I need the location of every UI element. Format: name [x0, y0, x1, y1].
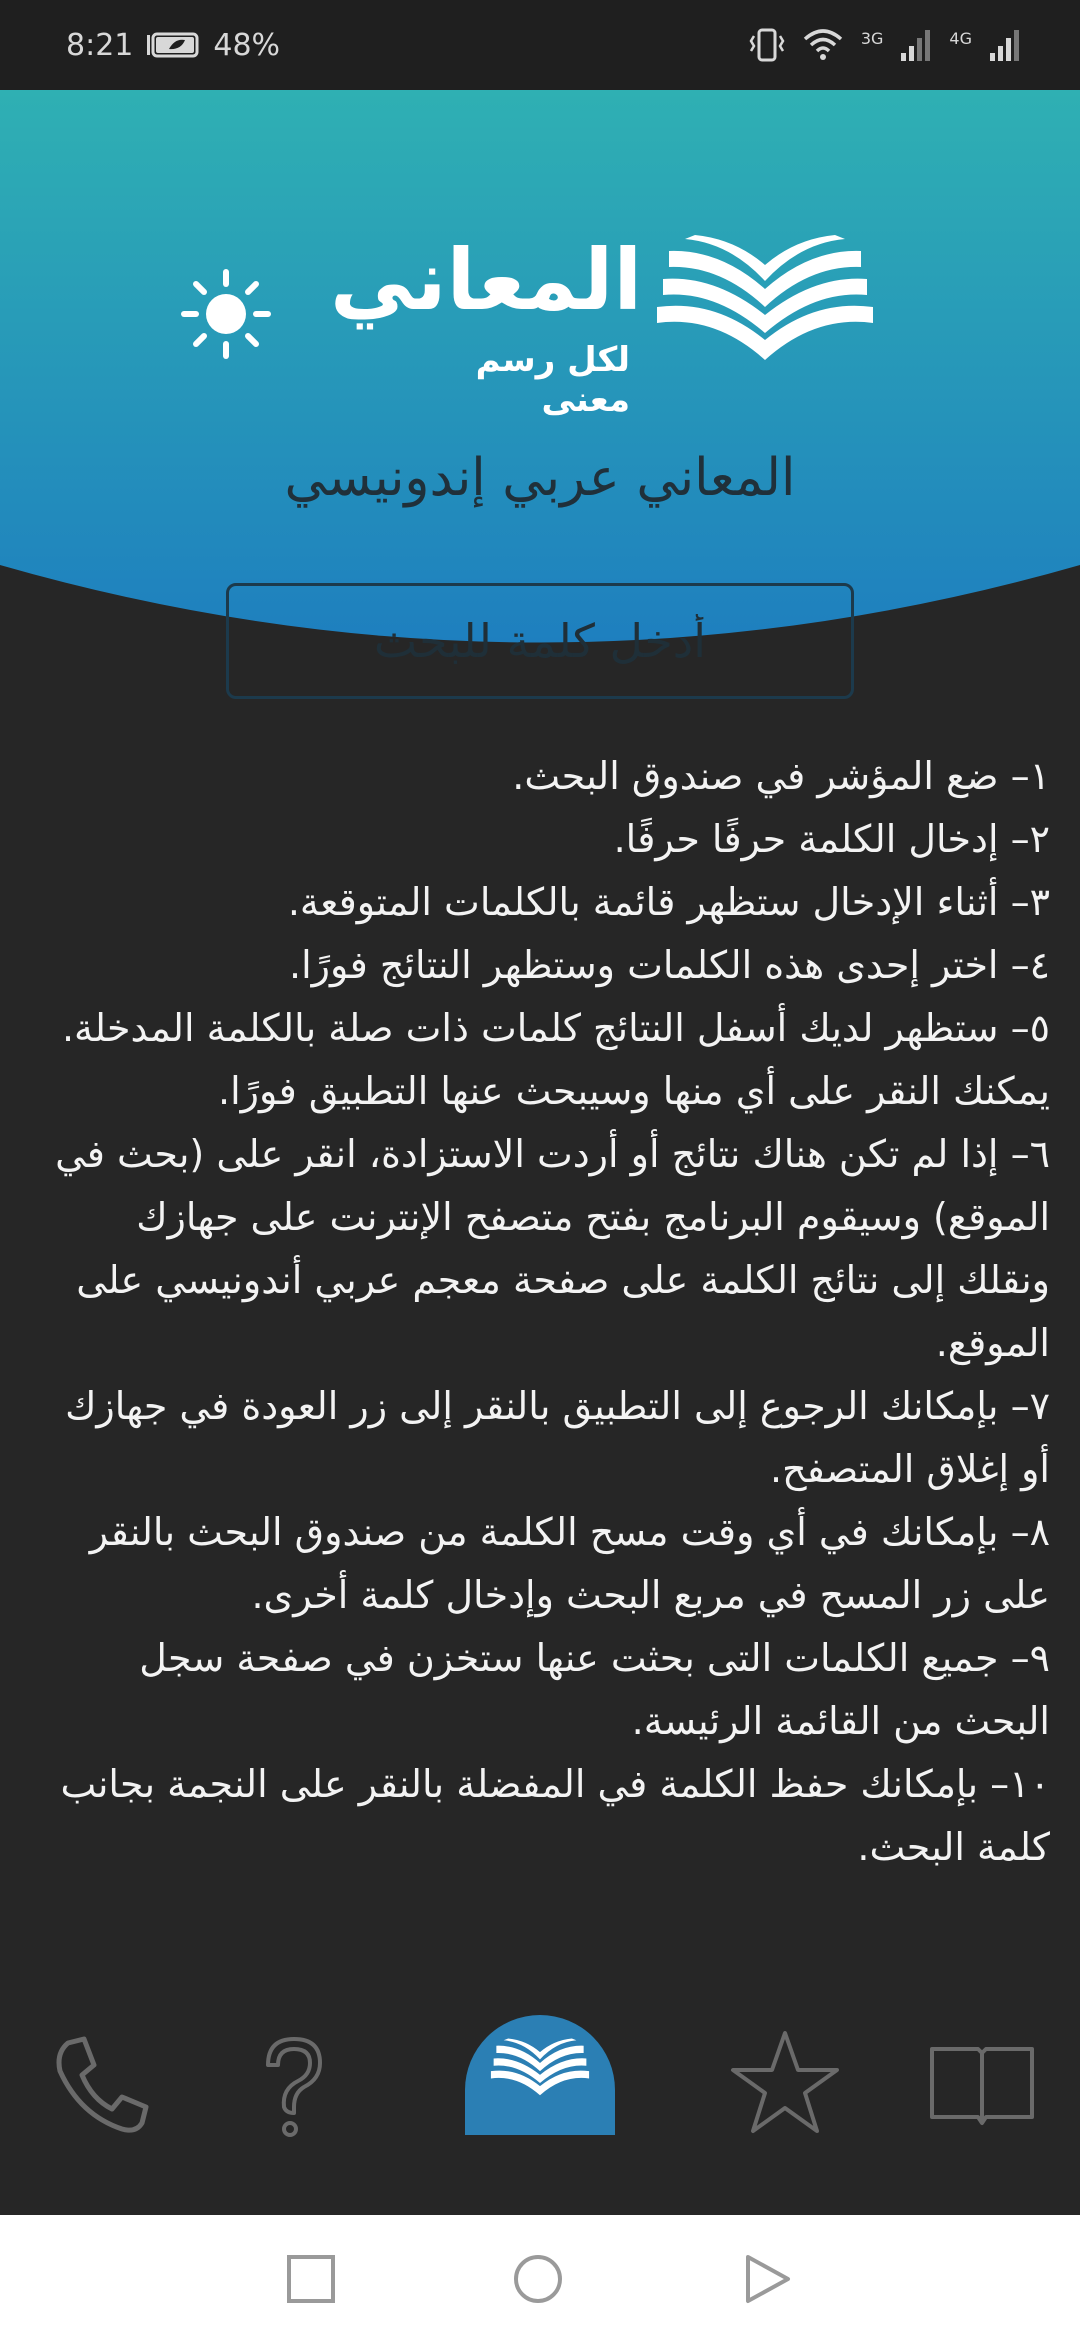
- battery-percent: 48%: [213, 27, 281, 63]
- logo-title: المعاني: [330, 231, 643, 329]
- help-question-icon[interactable]: [232, 2025, 352, 2145]
- instruction-item: ٣– أثناء الإدخال ستظهر قائمة بالكلمات المتوقعة.: [287, 880, 1050, 924]
- recent-apps-square-icon[interactable]: [285, 2253, 337, 2305]
- instruction-item: ٤– اختر إحدى هذه الكلمات وستظهر النتائج فورًا.: [289, 943, 1050, 987]
- instruction-item: ٩– جميع الكلمات التى بحثت عنها ستخزن في صفحة سجل البحث من القائمة الرئيسة.: [139, 1636, 1050, 1743]
- vibrate-icon: [749, 28, 785, 62]
- status-right: [749, 28, 1020, 62]
- status-bar: [0, 0, 1080, 90]
- instruction-item: ٥– ستظهر لديك أسفل النتائج كلمات ذات صلة بالكلمة المدخلة. يمكنك النقر على أي منها وسيبحث عنها التطبيق فورًا.: [61, 1006, 1050, 1113]
- instruction-item: ٧– بإمكانك الرجوع إلى التطبيق بالنقر إلى زر العودة في جهازك أو إغلاق المتصفح.: [65, 1384, 1050, 1491]
- home-tab[interactable]: [465, 2015, 615, 2135]
- status-left: [66, 28, 280, 63]
- bottom-navigation: [0, 1985, 1080, 2215]
- instruction-item: ٢– إدخال الكلمة حرفًا حرفًا.: [613, 817, 1050, 861]
- network-3g-label: 3G: [860, 28, 884, 48]
- signal-3g-icon: [901, 29, 931, 61]
- battery-saver-icon: [145, 32, 201, 58]
- header: [0, 90, 1080, 690]
- back-triangle-icon[interactable]: [742, 2253, 794, 2305]
- signal-4g-icon: [990, 29, 1020, 61]
- instruction-item: ١٠– بإمكانك حفظ الكلمة في المفضلة بالنقر على النجمة بجانب كلمة البحث.: [60, 1762, 1050, 1869]
- home-book-icon: [490, 2033, 590, 2103]
- theme-toggle-sun-icon[interactable]: [180, 268, 272, 360]
- instruction-item: ٨– بإمكانك في أي وقت مسح الكلمة من صندوق البحث بالنقر على زر المسح في مربع البحث وإدخال كلمة أخرى.: [89, 1510, 1050, 1617]
- system-navigation-bar: [0, 2215, 1080, 2340]
- instruction-item: ١– ضع المؤشر في صندوق البحث.: [512, 754, 1050, 798]
- network-4g-label: 4G: [949, 28, 972, 48]
- app-subtitle: المعاني عربي إندونيسي: [284, 448, 796, 508]
- logo-tagline: لكل رسم معنى: [475, 340, 630, 420]
- search-input[interactable]: [226, 583, 854, 699]
- instructions-list: [40, 745, 1050, 1985]
- phone-icon[interactable]: [40, 2025, 160, 2145]
- status-time: 8:21: [66, 27, 134, 63]
- home-circle-icon[interactable]: [512, 2253, 564, 2305]
- instruction-item: ٦– إذا لم تكن هناك نتائج أو أردت الاستزادة، انقر على (بحث في الموقع) وسيقوم البرنامج بفتح متصفح الإنترنت على جهازك ونقلك إلى نتائج الكلمة على صفحة معجم عربي أندونيسي على الموقع.: [55, 1132, 1050, 1365]
- open-book-logo-icon: [655, 235, 875, 365]
- wifi-icon: [803, 29, 843, 61]
- favorites-star-icon[interactable]: [725, 2025, 845, 2145]
- dictionary-book-icon[interactable]: [922, 2025, 1042, 2145]
